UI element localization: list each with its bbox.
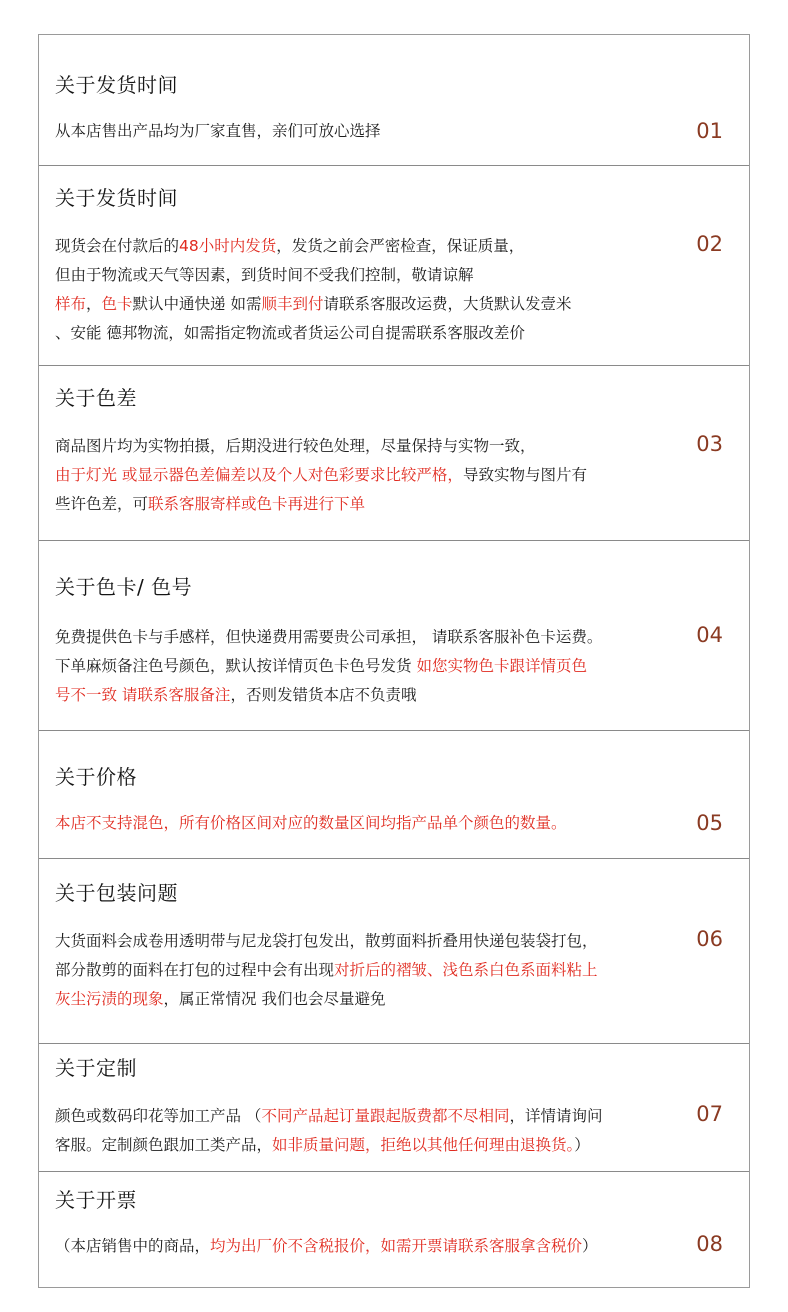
body-line <box>55 319 665 348</box>
body-text: ） <box>574 1136 590 1154</box>
section-03 <box>39 366 749 541</box>
body-text: ，详情请询问 <box>509 1107 603 1125</box>
highlight-text: 不同产品起订量跟起版费都不尽相同 <box>261 1107 510 1125</box>
section-title: 关于发货时间 <box>55 73 178 97</box>
body-text: ） <box>582 1237 598 1255</box>
body-text: 、安能 德邦物流，如需指定物流或者货运公司自提需联系客服改差价 <box>55 324 525 342</box>
section-01 <box>39 35 749 166</box>
body-text: 但由于物流或天气等因素，到货时间不受我们控制，敬请谅解 <box>55 266 474 284</box>
body-line <box>55 261 665 290</box>
body-line <box>55 985 665 1014</box>
section-title: 关于价格 <box>55 765 137 789</box>
highlight-text: 顺丰到付 <box>261 295 324 313</box>
body-text: 免费提供色卡与手感样，但快递费用需要贵公司承担， 请联系客服补色卡运费。 <box>55 628 603 646</box>
body-line <box>55 927 665 956</box>
highlight-text: 对折后的褶皱、浅色系白色系面料粘上 <box>334 961 598 979</box>
highlight-text: 色卡 <box>101 295 133 313</box>
body-text: 商品图片均为实物拍摄，后期没进行较色处理，尽量保持与实物一致， <box>55 437 536 455</box>
section-number: 08 <box>696 1232 723 1256</box>
body-text: ，发货之前会严密检查，保证质量， <box>276 237 525 255</box>
body-text: 大货面料会成卷用透明带与尼龙袋打包发出，散剪面料折叠用快递包装袋打包， <box>55 932 598 950</box>
section-body <box>55 117 665 146</box>
body-text: 现货会在付款后的 <box>55 237 180 255</box>
section-body <box>55 1232 665 1261</box>
section-title: 关于包装问题 <box>55 881 178 905</box>
section-number: 05 <box>696 811 723 835</box>
body-text: 默认中通快递 如需 <box>132 295 262 313</box>
section-body <box>55 432 665 519</box>
body-text: 从本店售出产品均为厂家直售，亲们可放心选择 <box>55 122 381 140</box>
body-line <box>55 623 665 652</box>
highlight-text: 灰尘污渍的现象 <box>55 990 164 1008</box>
section-number: 04 <box>696 623 723 647</box>
body-line <box>55 1102 665 1131</box>
section-body <box>55 927 665 1014</box>
body-line <box>55 461 665 490</box>
body-text: （本店销售中的商品， <box>55 1237 211 1255</box>
section-number: 03 <box>696 432 723 456</box>
body-text: ，属正常情况 我们也会尽量避免 <box>163 990 386 1008</box>
body-text: 请联系客服改运费，大货默认发壹米 <box>323 295 572 313</box>
body-text: 部分散剪的面料在打包的过程中会有出现 <box>55 961 335 979</box>
body-text: 导致实物与图片有 <box>462 466 587 484</box>
highlight-text: 如您实物色卡跟详情页色 <box>416 657 587 675</box>
section-number: 06 <box>696 927 723 951</box>
section-05 <box>39 731 749 859</box>
body-line <box>55 232 665 261</box>
section-07 <box>39 1044 749 1172</box>
section-title: 关于定制 <box>55 1056 137 1080</box>
highlight-text: 由于灯光 或显示器色差偏差以及个人对色彩要求比较严格， <box>55 466 463 484</box>
highlight-text: 本店不支持混色，所有价格区间对应的数量区间均指产品单个颜色的数量。 <box>55 814 567 832</box>
body-text: ，否则发错货本店不负责哦 <box>230 686 417 704</box>
section-body <box>55 623 665 710</box>
section-06 <box>39 859 749 1044</box>
body-line <box>55 490 665 519</box>
section-number: 07 <box>696 1102 723 1126</box>
body-line <box>55 117 665 146</box>
section-body <box>55 232 665 348</box>
section-body <box>55 809 665 838</box>
highlight-text: 48小时内发货 <box>179 237 277 255</box>
body-text: 颜色或数码印花等加工产品 （ <box>55 1107 262 1125</box>
body-line <box>55 681 665 710</box>
body-text: 些许色差，可 <box>55 495 149 513</box>
section-body <box>55 1102 665 1160</box>
policy-sheet <box>38 34 750 1288</box>
body-line <box>55 1131 665 1160</box>
section-02 <box>39 166 749 366</box>
section-08 <box>39 1172 749 1289</box>
body-line <box>55 290 665 319</box>
section-04 <box>39 541 749 731</box>
body-text: ， <box>86 295 102 313</box>
highlight-text: 如非质量问题，拒绝以其他任何理由退换货。 <box>272 1136 575 1154</box>
body-line <box>55 809 665 838</box>
highlight-text: 联系客服寄样或色卡再进行下单 <box>148 495 366 513</box>
section-title: 关于开票 <box>55 1188 137 1212</box>
highlight-text: 号不一致 请联系客服备注 <box>55 686 231 704</box>
body-line <box>55 432 665 461</box>
section-title: 关于色卡/ 色号 <box>55 575 193 599</box>
section-title: 关于发货时间 <box>55 186 178 210</box>
section-number: 01 <box>696 119 723 143</box>
body-text: 客服。定制颜色跟加工类产品， <box>55 1136 273 1154</box>
section-title: 关于色差 <box>55 386 137 410</box>
body-text: 下单麻烦备注色号颜色，默认按详情页色卡色号发货 <box>55 657 417 675</box>
body-line <box>55 652 665 681</box>
body-line <box>55 1232 665 1261</box>
highlight-text: 样布 <box>55 295 87 313</box>
body-line <box>55 956 665 985</box>
highlight-text: 均为出厂价不含税报价，如需开票请联系客服拿含税价 <box>210 1237 583 1255</box>
section-number: 02 <box>696 232 723 256</box>
